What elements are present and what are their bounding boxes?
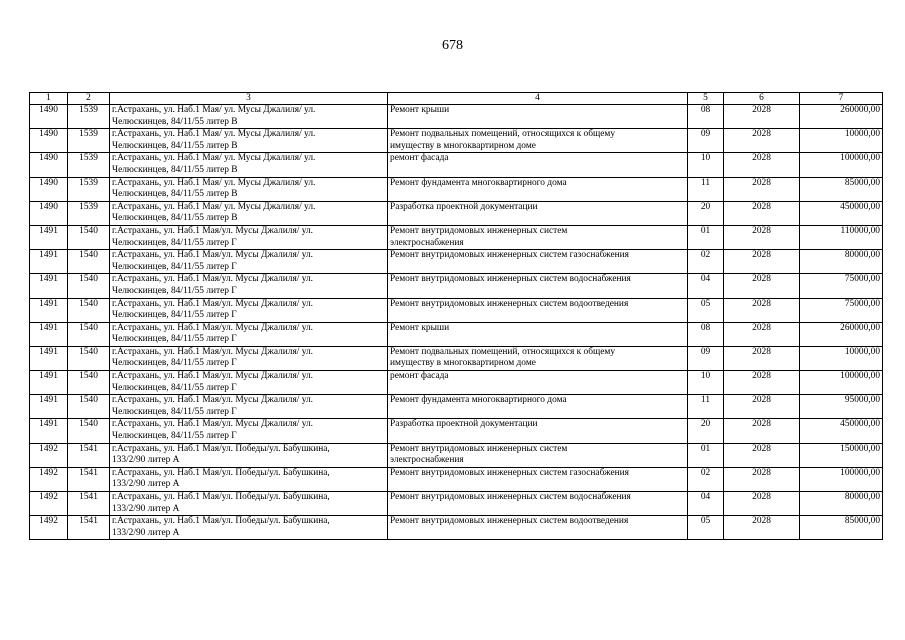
cell-year: 2028 [724,250,800,274]
cell-address-line: г.Астрахань, ул. Наб.1 Мая/ул. Мусы Джалиля/ ул. [112,225,314,236]
cell-cost: 75000,00 [800,274,883,298]
cell-year: 2028 [724,492,800,516]
cell-address-line: г.Астрахань, ул. Наб.1 Мая/ул. Победы/ул. Бабушкина, [112,443,330,454]
cell-address [110,250,388,274]
cell-year: 2028 [724,419,800,443]
table-header-row [30,93,883,105]
cell-cost: 260000,00 [800,105,883,129]
cell-work-type-line: Ремонт внутридомовых инженерных систем газоснабжения [390,467,629,478]
table-row [30,443,883,467]
cell-item-number: 1491 [30,322,68,346]
cell-item-number: 1491 [30,395,68,419]
table-row [30,467,883,491]
table-row [30,201,883,225]
cell-work-code: 04 [688,274,724,298]
cell-work-type [388,395,688,419]
table-row [30,419,883,443]
cell-address [110,492,388,516]
cell-cost: 450000,00 [800,201,883,225]
cell-item-number: 1490 [30,105,68,129]
cell-work-type-line: Ремонт внутридомовых инженерных систем водоотведения [390,516,629,527]
cell-cost: 85000,00 [800,516,883,540]
cell-address-line: Челюскинцев, 84/11/55 литер Г [112,285,237,296]
cell-house-number: 1541 [68,443,110,467]
table-row [30,225,883,249]
cell-cost: 10000,00 [800,346,883,370]
cell-year: 2028 [724,322,800,346]
cell-address-line: 133/2/90 литер А [112,503,180,514]
cell-address-line: г.Астрахань, ул. Наб.1 Мая/ ул. Мусы Джалиля/ ул. [112,201,316,212]
table-row [30,298,883,322]
cell-work-type-line: электроснабжения [390,237,464,248]
cell-work-type-line: Ремонт внутридомовых инженерных систем [390,443,568,454]
cell-cost: 110000,00 [800,225,883,249]
table-row [30,274,883,298]
cell-address-line: г.Астрахань, ул. Наб.1 Мая/ул. Победы/ул. Бабушкина, [112,467,330,478]
works-table [29,92,883,540]
cell-house-number: 1539 [68,201,110,225]
cell-work-type-line: Ремонт фундамента многоквартирного дома [390,177,567,188]
cell-address [110,443,388,467]
cell-work-type [388,322,688,346]
table-row [30,129,883,153]
cell-address-line: 133/2/90 литер А [112,527,180,538]
table-row [30,153,883,177]
cell-address-line: г.Астрахань, ул. Наб.1 Мая/ул. Мусы Джалиля/ ул. [112,322,314,333]
cell-work-code: 02 [688,467,724,491]
cell-address [110,225,388,249]
cell-house-number: 1541 [68,516,110,540]
cell-work-type-line: Разработка проектной документации [390,419,538,430]
cell-address-line: Челюскинцев, 84/11/55 литер Г [112,261,237,272]
cell-address [110,467,388,491]
cell-address-line: г.Астрахань, ул. Наб.1 Мая/ул. Мусы Джалиля/ ул. [112,371,314,382]
cell-address-line: Челюскинцев, 84/11/55 литер В [112,140,238,151]
cell-address [110,298,388,322]
cell-address-line: г.Астрахань, ул. Наб.1 Мая/ ул. Мусы Джалиля/ ул. [112,129,316,140]
cell-year: 2028 [724,274,800,298]
cell-item-number: 1491 [30,371,68,395]
header-col-1: 1 [30,93,68,105]
table-row [30,346,883,370]
cell-work-code: 10 [688,371,724,395]
cell-address-line: Челюскинцев, 84/11/55 литер Г [112,382,237,393]
cell-address-line: Челюскинцев, 84/11/55 литер В [112,189,238,200]
cell-address-line: Челюскинцев, 84/11/55 литер В [112,116,238,127]
cell-address-line: Челюскинцев, 84/11/55 литер В [112,164,238,175]
header-col-2: 2 [68,93,110,105]
header-col-6: 6 [724,93,800,105]
table-row [30,250,883,274]
table-row [30,177,883,201]
cell-address-line: г.Астрахань, ул. Наб.1 Мая/ул. Мусы Джалиля/ ул. [112,250,314,261]
cell-address-line: г.Астрахань, ул. Наб.1 Мая/ ул. Мусы Джалиля/ ул. [112,177,316,188]
cell-house-number: 1540 [68,371,110,395]
table-row [30,105,883,129]
cell-house-number: 1539 [68,129,110,153]
cell-cost: 450000,00 [800,419,883,443]
cell-work-type-line: Ремонт крыши [390,105,450,115]
cell-address [110,395,388,419]
cell-work-type [388,201,688,225]
cell-work-type-line: имуществу в многоквартирном доме [390,358,536,369]
cell-work-code: 09 [688,346,724,370]
cell-address [110,274,388,298]
cell-work-type [388,492,688,516]
cell-work-type-line: Разработка проектной документации [390,201,538,212]
cell-address-line: г.Астрахань, ул. Наб.1 Мая/ул. Мусы Джалиля/ ул. [112,346,314,357]
cell-address [110,346,388,370]
cell-cost: 100000,00 [800,467,883,491]
cell-year: 2028 [724,153,800,177]
cell-house-number: 1539 [68,105,110,129]
cell-cost: 260000,00 [800,322,883,346]
cell-house-number: 1540 [68,250,110,274]
cell-house-number: 1539 [68,177,110,201]
cell-work-type [388,177,688,201]
cell-work-code: 10 [688,153,724,177]
cell-work-type-line: Ремонт внутридомовых инженерных систем водоснабжения [390,492,631,502]
cell-work-code: 08 [688,105,724,129]
cell-work-code: 02 [688,250,724,274]
cell-item-number: 1491 [30,298,68,322]
cell-item-number: 1490 [30,129,68,153]
cell-work-code: 01 [688,225,724,249]
cell-work-code: 08 [688,322,724,346]
table-row [30,371,883,395]
cell-work-code: 09 [688,129,724,153]
header-col-4: 4 [388,93,688,105]
table-row [30,322,883,346]
cell-house-number: 1540 [68,395,110,419]
cell-address-line: г.Астрахань, ул. Наб.1 Мая/ул. Победы/ул. Бабушкина, [112,492,330,502]
cell-cost: 75000,00 [800,298,883,322]
cell-work-type-line: Ремонт внутридомовых инженерных систем [390,225,568,236]
cell-house-number: 1540 [68,419,110,443]
cell-item-number: 1491 [30,419,68,443]
cell-item-number: 1492 [30,516,68,540]
cell-cost: 100000,00 [800,371,883,395]
cell-work-type-line: ремонт фасада [390,153,449,164]
cell-item-number: 1492 [30,492,68,516]
cell-address-line: г.Астрахань, ул. Наб.1 Мая/ул. Мусы Джалиля/ ул. [112,298,314,309]
cell-year: 2028 [724,443,800,467]
cell-cost: 80000,00 [800,492,883,516]
cell-work-type-line: Ремонт фундамента многоквартирного дома [390,395,567,406]
cell-work-type-line: Ремонт внутридомовых инженерных систем водоотведения [390,298,629,309]
cell-address-line: г.Астрахань, ул. Наб.1 Мая/ ул. Мусы Джалиля/ ул. [112,153,316,164]
cell-cost: 100000,00 [800,153,883,177]
cell-address [110,129,388,153]
cell-cost: 10000,00 [800,129,883,153]
cell-year: 2028 [724,201,800,225]
cell-address [110,371,388,395]
cell-work-code: 05 [688,516,724,540]
cell-address-line: Челюскинцев, 84/11/55 литер Г [112,406,237,417]
cell-work-type [388,250,688,274]
cell-item-number: 1491 [30,225,68,249]
table-row [30,395,883,419]
cell-address-line: г.Астрахань, ул. Наб.1 Мая/ул. Победы/ул. Бабушкина, [112,516,330,527]
cell-work-type [388,105,688,129]
cell-house-number: 1540 [68,298,110,322]
cell-address-line: г.Астрахань, ул. Наб.1 Мая/ул. Мусы Джалиля/ ул. [112,395,314,406]
cell-house-number: 1540 [68,322,110,346]
cell-address-line: Челюскинцев, 84/11/55 литер Г [112,334,237,345]
cell-address-line: 133/2/90 литер А [112,479,180,490]
cell-address [110,516,388,540]
cell-address [110,201,388,225]
cell-work-type [388,153,688,177]
cell-address-line: г.Астрахань, ул. Наб.1 Мая/ул. Мусы Джалиля/ ул. [112,274,314,285]
cell-year: 2028 [724,371,800,395]
cell-year: 2028 [724,346,800,370]
cell-address-line: Челюскинцев, 84/11/55 литер Г [112,358,237,369]
cell-year: 2028 [724,516,800,540]
cell-address [110,105,388,129]
cell-work-code: 04 [688,492,724,516]
cell-address [110,153,388,177]
cell-year: 2028 [724,129,800,153]
cell-work-code: 11 [688,177,724,201]
header-col-3: 3 [110,93,388,105]
cell-work-type [388,371,688,395]
header-col-5: 5 [688,93,724,105]
cell-work-type [388,274,688,298]
cell-year: 2028 [724,298,800,322]
table-body [30,93,883,540]
cell-work-type-line: Ремонт подвальных помещений, относящихся к общему [390,346,616,357]
cell-house-number: 1540 [68,225,110,249]
table-row [30,516,883,540]
cell-item-number: 1491 [30,274,68,298]
cell-work-type-line: Ремонт внутридомовых инженерных систем водоснабжения [390,274,631,285]
cell-address [110,177,388,201]
cell-year: 2028 [724,467,800,491]
cell-work-code: 01 [688,443,724,467]
cell-work-type [388,225,688,249]
cell-address-line: Челюскинцев, 84/11/55 литер Г [112,310,237,321]
cell-address-line: Челюскинцев, 84/11/55 литер Г [112,237,237,248]
cell-year: 2028 [724,105,800,129]
cell-item-number: 1492 [30,467,68,491]
cell-address-line: г.Астрахань, ул. Наб.1 Мая/ул. Мусы Джалиля/ ул. [112,419,314,430]
cell-item-number: 1492 [30,443,68,467]
cell-cost: 150000,00 [800,443,883,467]
header-col-7: 7 [800,93,883,105]
cell-work-type-line: электроснабжения [390,455,464,466]
cell-year: 2028 [724,225,800,249]
cell-work-type [388,419,688,443]
cell-work-type-line: Ремонт подвальных помещений, относящихся к общему [390,129,616,140]
cell-house-number: 1541 [68,467,110,491]
cell-item-number: 1491 [30,250,68,274]
cell-cost: 95000,00 [800,395,883,419]
cell-house-number: 1540 [68,346,110,370]
cell-work-type [388,443,688,467]
cell-house-number: 1540 [68,274,110,298]
cell-address [110,419,388,443]
cell-work-code: 20 [688,419,724,443]
cell-address-line: г.Астрахань, ул. Наб.1 Мая/ ул. Мусы Джалиля/ ул. [112,105,316,115]
table-row [30,492,883,516]
cell-year: 2028 [724,395,800,419]
cell-address-line: Челюскинцев, 84/11/55 литер В [112,213,238,224]
cell-cost: 80000,00 [800,250,883,274]
page-number: 678 [442,38,463,53]
cell-work-type [388,467,688,491]
cell-work-code: 05 [688,298,724,322]
cell-work-type [388,298,688,322]
cell-work-type-line: Ремонт крыши [390,322,450,333]
cell-item-number: 1490 [30,153,68,177]
cell-house-number: 1539 [68,153,110,177]
cell-address-line: 133/2/90 литер А [112,455,180,466]
cell-cost: 85000,00 [800,177,883,201]
cell-work-code: 11 [688,395,724,419]
cell-work-type-line: ремонт фасада [390,371,449,382]
cell-work-code: 20 [688,201,724,225]
cell-item-number: 1491 [30,346,68,370]
cell-work-type-line: Ремонт внутридомовых инженерных систем газоснабжения [390,250,629,261]
cell-house-number: 1541 [68,492,110,516]
cell-work-type-line: имуществу в многоквартирном доме [390,140,536,151]
cell-year: 2028 [724,177,800,201]
cell-work-type [388,129,688,153]
cell-item-number: 1490 [30,201,68,225]
cell-item-number: 1490 [30,177,68,201]
cell-address-line: Челюскинцев, 84/11/55 литер Г [112,431,237,442]
cell-work-type [388,346,688,370]
cell-address [110,322,388,346]
cell-work-type [388,516,688,540]
